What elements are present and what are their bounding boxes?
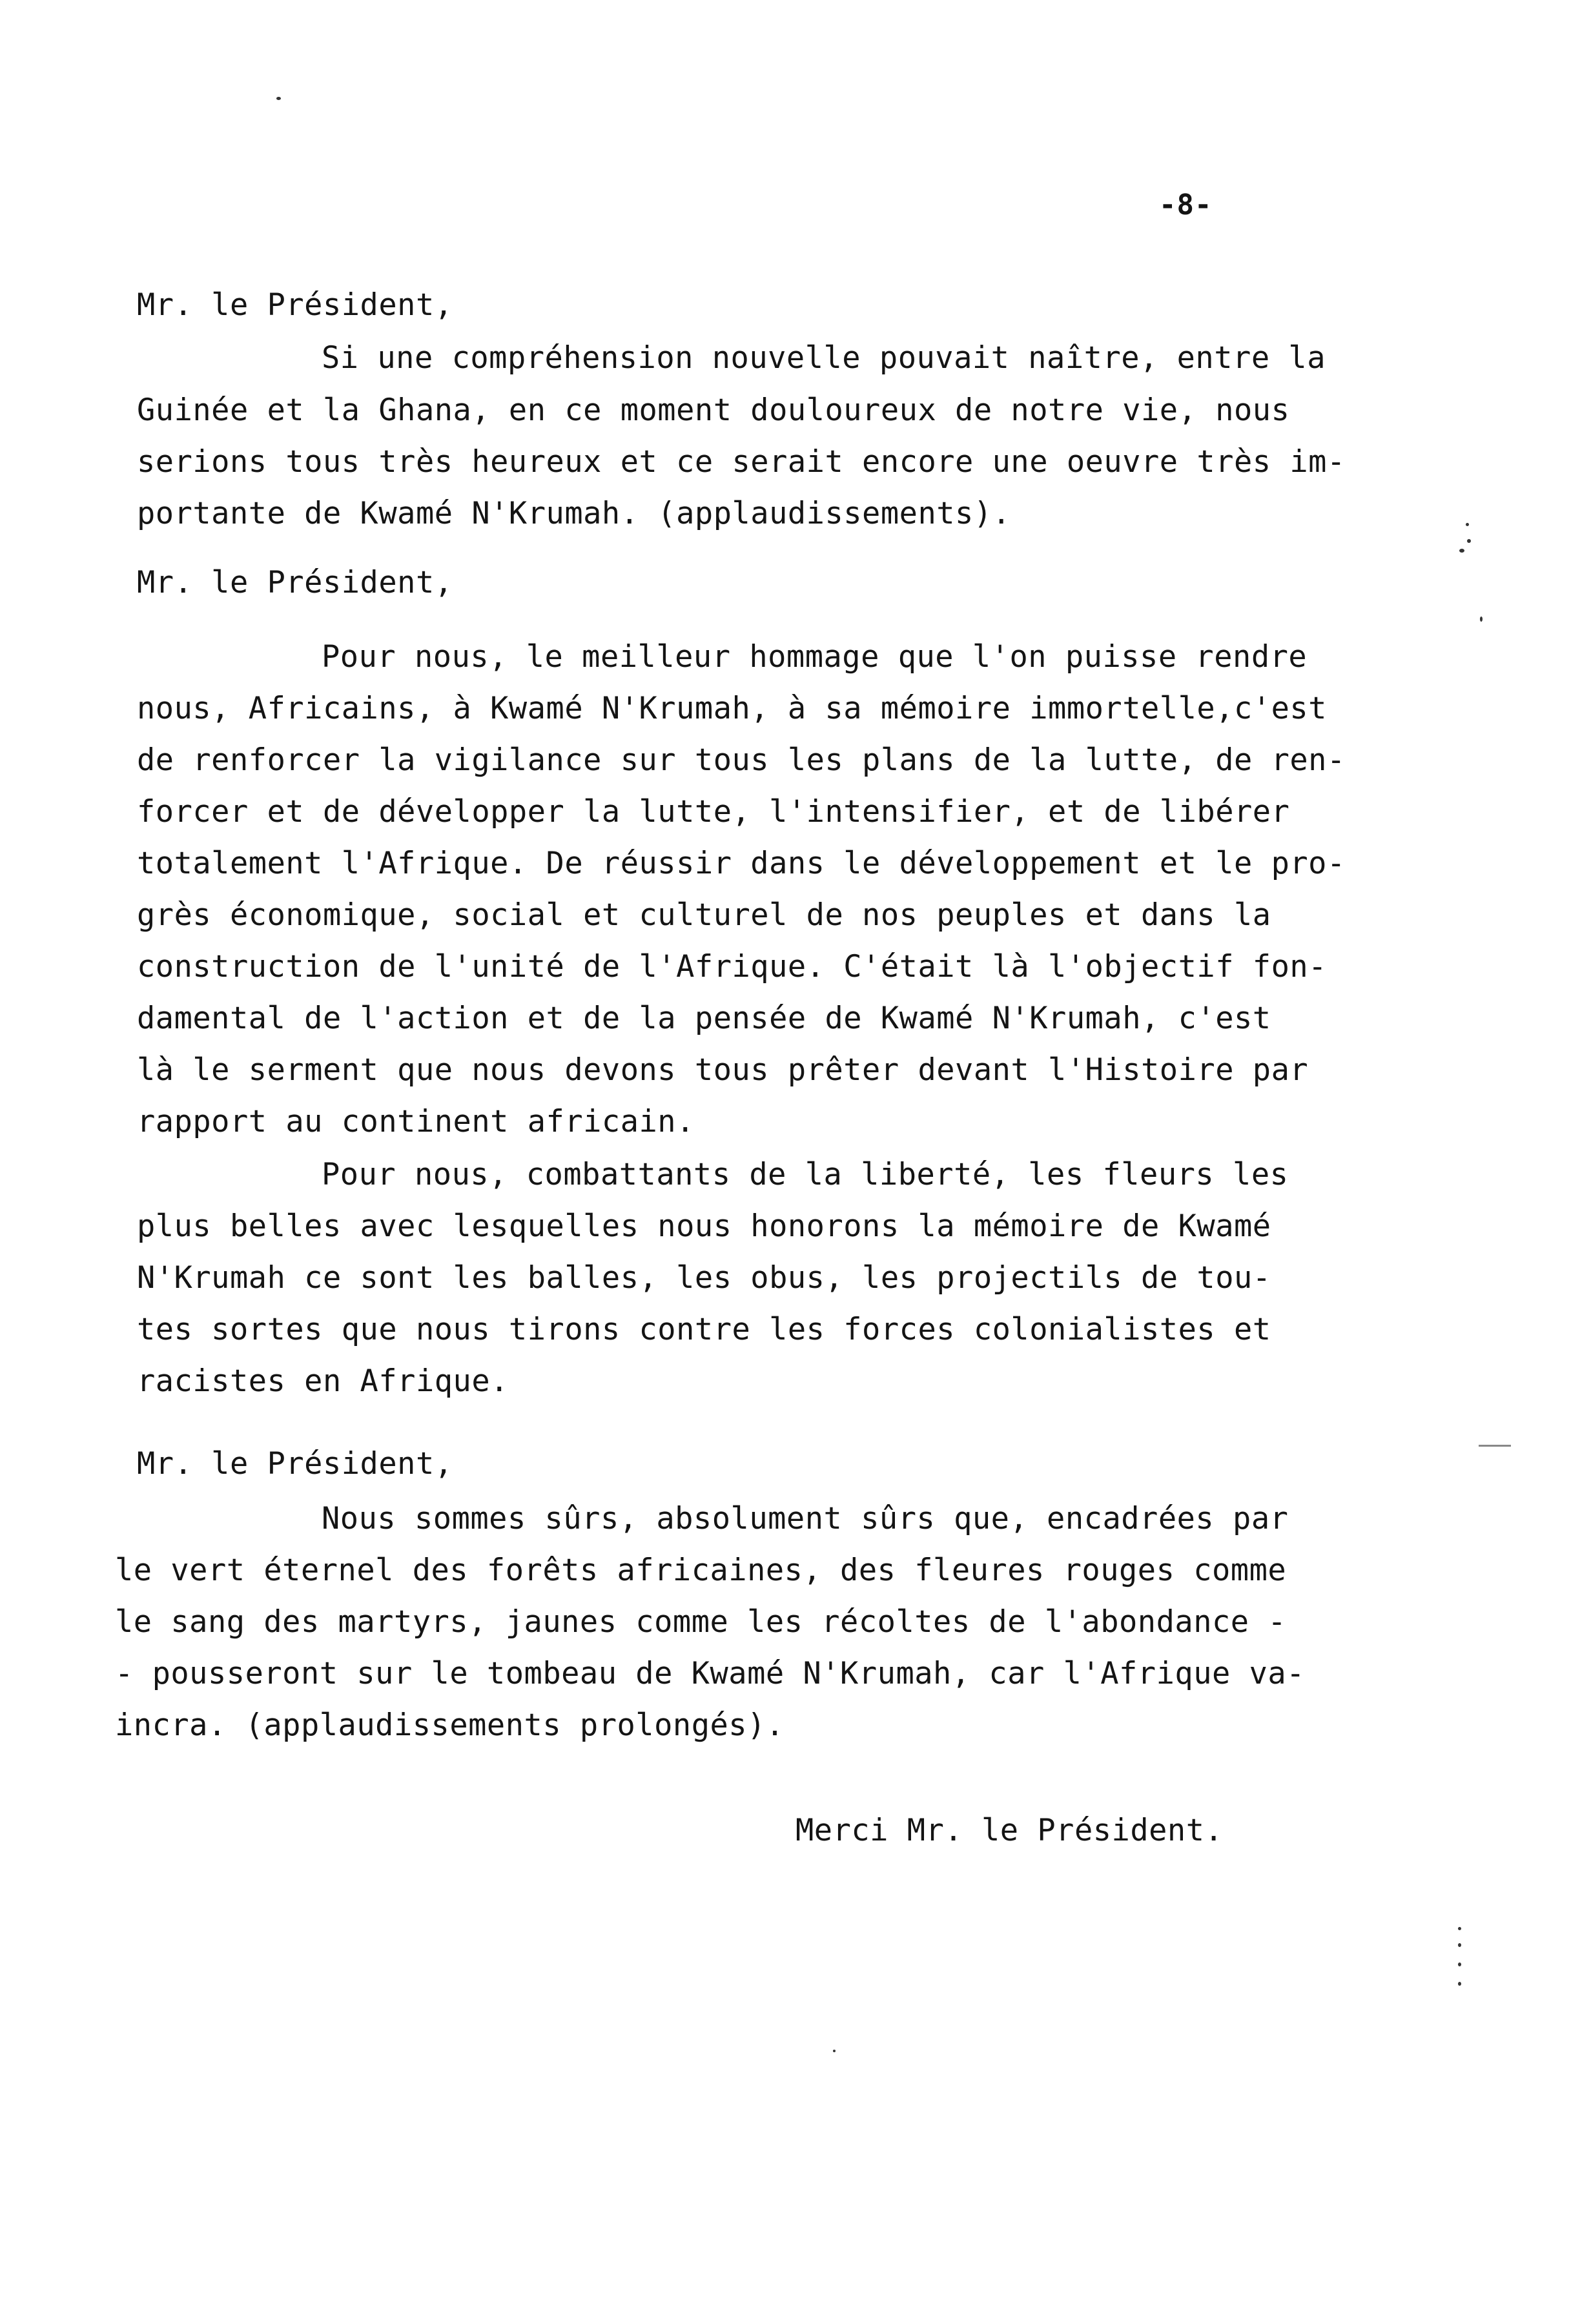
paragraph-line: portante de Kwamé N'Krumah. (applaudissements).	[137, 496, 1011, 531]
page-number: -8-	[1159, 189, 1213, 221]
paragraph-line: Si une compréhension nouvelle pouvait naître, entre la	[322, 340, 1326, 376]
closing-line: Merci Mr. le Président.	[796, 1813, 1224, 1848]
paragraph-line: incra. (applaudissements prolongés).	[115, 1707, 785, 1743]
paragraph-line: serions tous très heureux et ce serait encore une oeuvre très im-	[137, 444, 1346, 480]
paragraph-line: grès économique, social et culturel de nos peuples et dans la	[137, 897, 1271, 933]
paragraph-line: racistes en Afrique.	[137, 1363, 509, 1399]
scan-speck	[276, 97, 281, 100]
paragraph-line: Nous sommes sûrs, absolument sûrs que, encadrées par	[322, 1501, 1289, 1536]
scan-speck	[833, 2050, 836, 2052]
paragraph-line: totalement l'Afrique. De réussir dans le développement et le pro-	[137, 846, 1346, 881]
paragraph-line: là le serment que nous devons tous prêter devant l'Histoire par	[137, 1052, 1309, 1088]
paragraph-line: Guinée et la Ghana, en ce moment douloureux de notre vie, nous	[137, 392, 1290, 428]
salutation: Mr. le Président,	[137, 1446, 453, 1482]
scan-speck	[1458, 1982, 1461, 1986]
paragraph-line: plus belles avec lesquelles nous honorons la mémoire de Kwamé	[137, 1208, 1271, 1244]
paragraph-line: N'Krumah ce sont les balles, les obus, les projectils de tou-	[137, 1260, 1271, 1296]
paragraph-line: forcer et de développer la lutte, l'intensifier, et de libérer	[137, 794, 1290, 830]
scan-speck	[1466, 523, 1469, 526]
paragraph-line: le vert éternel des forêts africaines, des fleures rouges comme	[115, 1553, 1287, 1588]
scan-speck	[1467, 539, 1471, 543]
scan-speck	[1458, 1943, 1461, 1947]
paragraph-line: rapport au continent africain.	[137, 1104, 695, 1139]
paragraph-line: nous, Africains, à Kwamé N'Krumah, à sa mémoire immortelle,c'est	[137, 691, 1327, 726]
paragraph-line: tes sortes que nous tirons contre les forces colonialistes et	[137, 1312, 1271, 1347]
paragraph-line: damental de l'action et de la pensée de Kwamé N'Krumah, c'est	[137, 1001, 1271, 1036]
scan-speck	[1459, 549, 1464, 553]
scan-mark	[1479, 1445, 1511, 1447]
scan-speck	[1480, 617, 1483, 622]
paragraph-line: Pour nous, combattants de la liberté, les fleurs les	[322, 1157, 1289, 1192]
paragraph-line: Pour nous, le meilleur hommage que l'on puisse rendre	[322, 639, 1308, 675]
paragraph-line: le sang des martyrs, jaunes comme les récoltes de l'abondance -	[115, 1604, 1287, 1640]
scan-speck	[1458, 1927, 1461, 1930]
salutation: Mr. le Président,	[137, 287, 453, 323]
paragraph-line: de renforcer la vigilance sur tous les plans de la lutte, de ren-	[137, 742, 1346, 778]
paragraph-line: - pousseront sur le tombeau de Kwamé N'Krumah, car l'Afrique va-	[115, 1656, 1305, 1691]
salutation: Mr. le Président,	[137, 565, 453, 600]
paragraph-line: construction de l'unité de l'Afrique. C'était là l'objectif fon-	[137, 949, 1327, 984]
scan-speck	[1458, 1962, 1461, 1966]
